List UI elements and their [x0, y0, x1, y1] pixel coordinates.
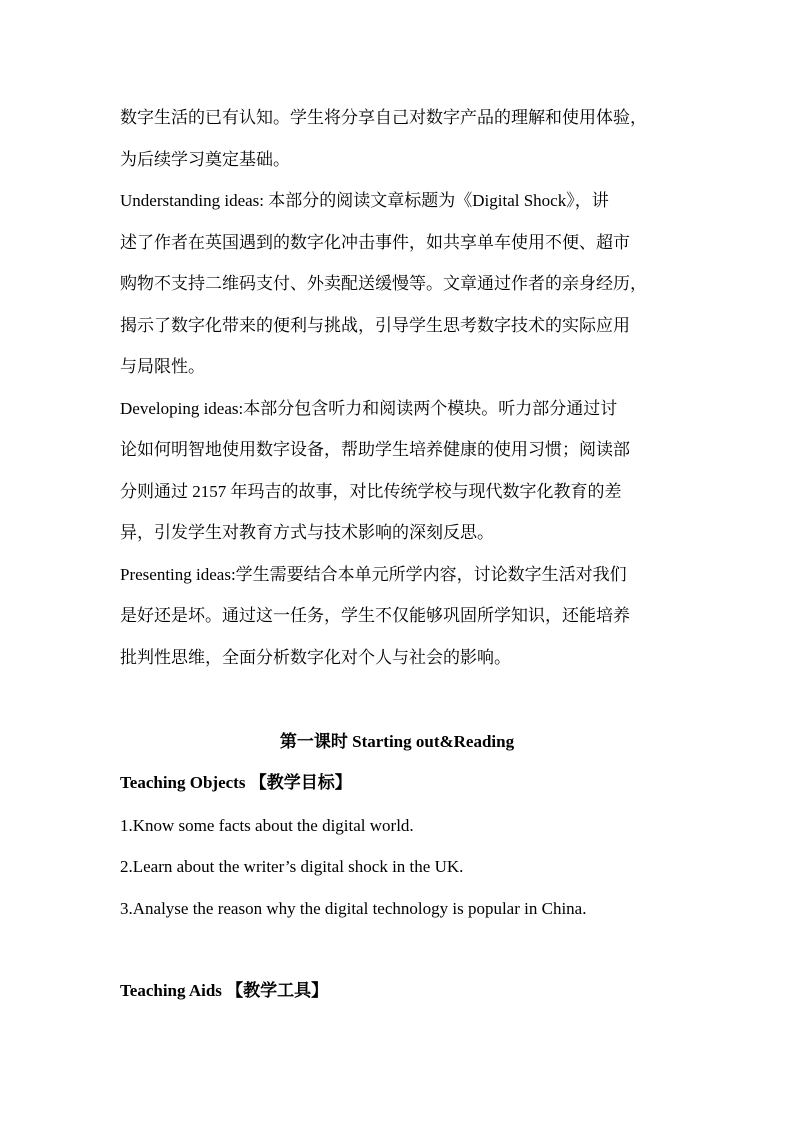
paragraph-line: 与局限性。 [120, 357, 205, 376]
paragraph-line: Presenting ideas:学生需要结合本单元所学内容，讨论数字生活对我们 [120, 565, 627, 584]
teaching-aids-heading: Teaching Aids 【教学工具】 [120, 981, 329, 1000]
paragraph-line: 异，引发学生对教育方式与技术影响的深刻反思。 [120, 523, 494, 542]
paragraph-line: 购物不支持二维码支付、外卖配送缓慢等。文章通过作者的亲身经历， [120, 274, 647, 293]
objective-item: 2.Learn about the writer’s digital shock in the UK. [120, 857, 464, 876]
paragraph-line: 是好还是坏。通过这一任务，学生不仅能够巩固所学知识，还能培养 [120, 606, 630, 625]
paragraph-line: Developing ideas:本部分包含听力和阅读两个模块。听力部分通过讨 [120, 399, 618, 418]
objective-item: 3.Analyse the reason why the digital technology is popular in China. [120, 899, 587, 918]
lesson-heading: 第一课时 Starting out&Reading [279, 732, 515, 751]
paragraph-line: Understanding ideas: 本部分的阅读文章标题为《Digital Shock》，讲 [120, 191, 609, 210]
paragraph-line: 数字生活的已有认知。学生将分享自己对数字产品的理解和使用体验， [120, 108, 647, 127]
teaching-objects-heading: Teaching Objects 【教学目标】 [120, 773, 352, 792]
paragraph-line: 揭示了数字化带来的便利与挑战，引导学生思考数字技术的实际应用 [120, 316, 630, 335]
paragraph-line: 批判性思维，全面分析数字化对个人与社会的影响。 [120, 648, 511, 667]
paragraph-line: 为后续学习奠定基础。 [120, 150, 290, 169]
objective-item: 1.Know some facts about the digital world. [120, 816, 414, 835]
paragraph-line: 论如何明智地使用数字设备，帮助学生培养健康的使用习惯；阅读部 [120, 440, 630, 459]
paragraph-line: 述了作者在英国遇到的数字化冲击事件，如共享单车使用不便、超市 [120, 233, 630, 252]
paragraph-line: 分则通过 2157 年玛吉的故事，对比传统学校与现代数字化教育的差 [120, 482, 622, 501]
